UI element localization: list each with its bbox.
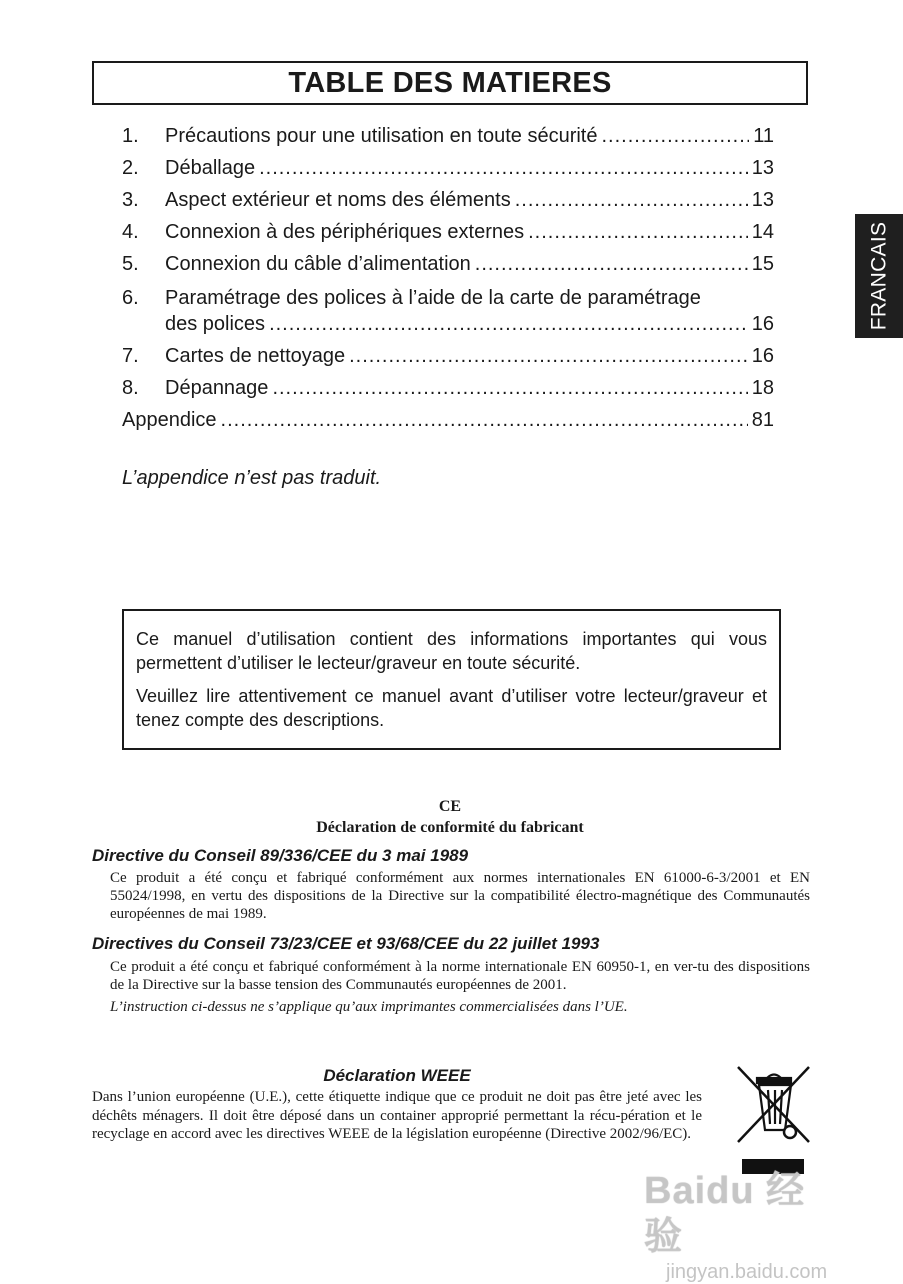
toc-number: 3.: [122, 189, 139, 211]
toc-page: 15: [751, 253, 774, 275]
toc-page: 81: [751, 409, 774, 431]
toc-title: Déballage: [165, 157, 256, 179]
crossed-bin-icon: [735, 1064, 813, 1146]
toc-entry-appendix: [122, 404, 774, 436]
language-tab-label: FRANCAIS: [867, 221, 890, 331]
ce-mark: CE: [438, 798, 462, 815]
toc-leader: [259, 152, 748, 184]
toc-number: 2.: [122, 157, 139, 179]
toc-page: 16: [751, 313, 774, 335]
toc-leader: [269, 311, 748, 337]
ce-heading: Déclaration de conformité du fabricant: [316, 819, 584, 836]
table-of-contents: [122, 120, 774, 436]
toc-title: Précautions pour une utilisation en toute sécurité: [165, 125, 598, 147]
directive-1-title: Directive du Conseil 89/336/CEE du 3 mai 1989: [92, 846, 469, 865]
toc-title: Cartes de nettoyage: [165, 345, 346, 367]
toc-entry-1: [122, 120, 774, 152]
directive-1-text: Ce produit a été conçu et fabriqué conformément aux normes internationales EN 61000-6-3/2001 et EN 55024/1998, en vertu des dispositions de la Directive sur la compatibilité électro-magnétique des Communautés européennes de mai 1989.: [110, 870, 810, 922]
page-title: TABLE DES MATIERES: [92, 61, 808, 105]
toc-page: 18: [751, 377, 774, 399]
toc-page: 11: [753, 125, 774, 147]
safety-info-box: [122, 609, 781, 750]
toc-title: Appendice: [122, 409, 217, 431]
weee-text: Dans l’union européenne (U.E.), cette étiquette indique que ce produit ne doit pas être jeté avec les déchêts ménagers. Il doit être déposé dans un container approprié permettant la récu-pération et le recyclage en accord avec les directives WEEE de la législation européenne (Directive 2002/96/EC).: [92, 1089, 702, 1142]
toc-leader: [515, 184, 748, 216]
directive-2-title: Directives du Conseil 73/23/CEE et 93/68/CEE du 22 juillet 1993: [92, 934, 600, 953]
toc-entry-2: [122, 152, 774, 184]
toc-title-continued: des polices: [165, 313, 266, 335]
weee-title: Déclaration WEEE: [323, 1066, 471, 1085]
toc-entry-5: [122, 248, 774, 280]
toc-title: Connexion à des périphériques externes: [165, 221, 525, 243]
toc-number: 7.: [122, 345, 139, 367]
toc-page: 13: [751, 157, 774, 179]
baidu-watermark: [644, 1168, 844, 1283]
toc-number: 4.: [122, 221, 139, 243]
toc-entry-3: [122, 184, 774, 216]
toc-page: 14: [751, 221, 774, 243]
toc-number: 8.: [122, 377, 139, 399]
info-paragraph-1: Ce manuel d’utilisation contient des informations importantes qui vous permettent d’utiliser le lecteur/graveur en toute sécurité.: [136, 629, 767, 673]
directive-2-text: Ce produit a été conçu et fabriqué conformément à la norme internationale EN 60950-1, en ver-tu des dispositions de la Directive sur la basse tension des Communautés européennes de 2001.: [110, 959, 810, 993]
toc-leader: [349, 340, 748, 372]
toc-entry-4: [122, 216, 774, 248]
toc-leader: [602, 120, 750, 152]
toc-entry-6: [122, 280, 774, 340]
appendix-note: L’appendice n’est pas traduit.: [122, 467, 382, 489]
toc-page: 13: [751, 189, 774, 211]
toc-leader: [272, 372, 747, 404]
toc-number: 5.: [122, 253, 139, 275]
toc-entry-8: [122, 372, 774, 404]
toc-leader: [528, 216, 748, 248]
watermark-main: Baidu 经验: [644, 1170, 806, 1258]
toc-leader: [475, 248, 748, 280]
language-tab: [855, 214, 903, 338]
directive-2-note: L’instruction ci-dessus ne s’applique qu’aux imprimantes commercialisées dans l’UE.: [110, 999, 628, 1015]
toc-title: Connexion du câble d’alimentation: [165, 253, 471, 275]
directive-2-note-wrap: [110, 998, 810, 1016]
watermark-url: jingyan.baidu.com: [666, 1261, 828, 1283]
toc-title: Paramétrage des polices à l’aide de la carte de paramétrage: [165, 287, 701, 309]
toc-leader: [221, 404, 748, 436]
toc-title: Aspect extérieur et noms des éléments: [165, 189, 511, 211]
toc-entry-7: [122, 340, 774, 372]
toc-number: 1.: [122, 125, 139, 147]
info-paragraph-2: Veuillez lire attentivement ce manuel avant d’utiliser votre lecteur/graveur et tenez compte des descriptions.: [136, 686, 767, 730]
toc-number: 6.: [122, 287, 139, 309]
toc-title: Dépannage: [165, 377, 269, 399]
toc-page: 16: [751, 345, 774, 367]
